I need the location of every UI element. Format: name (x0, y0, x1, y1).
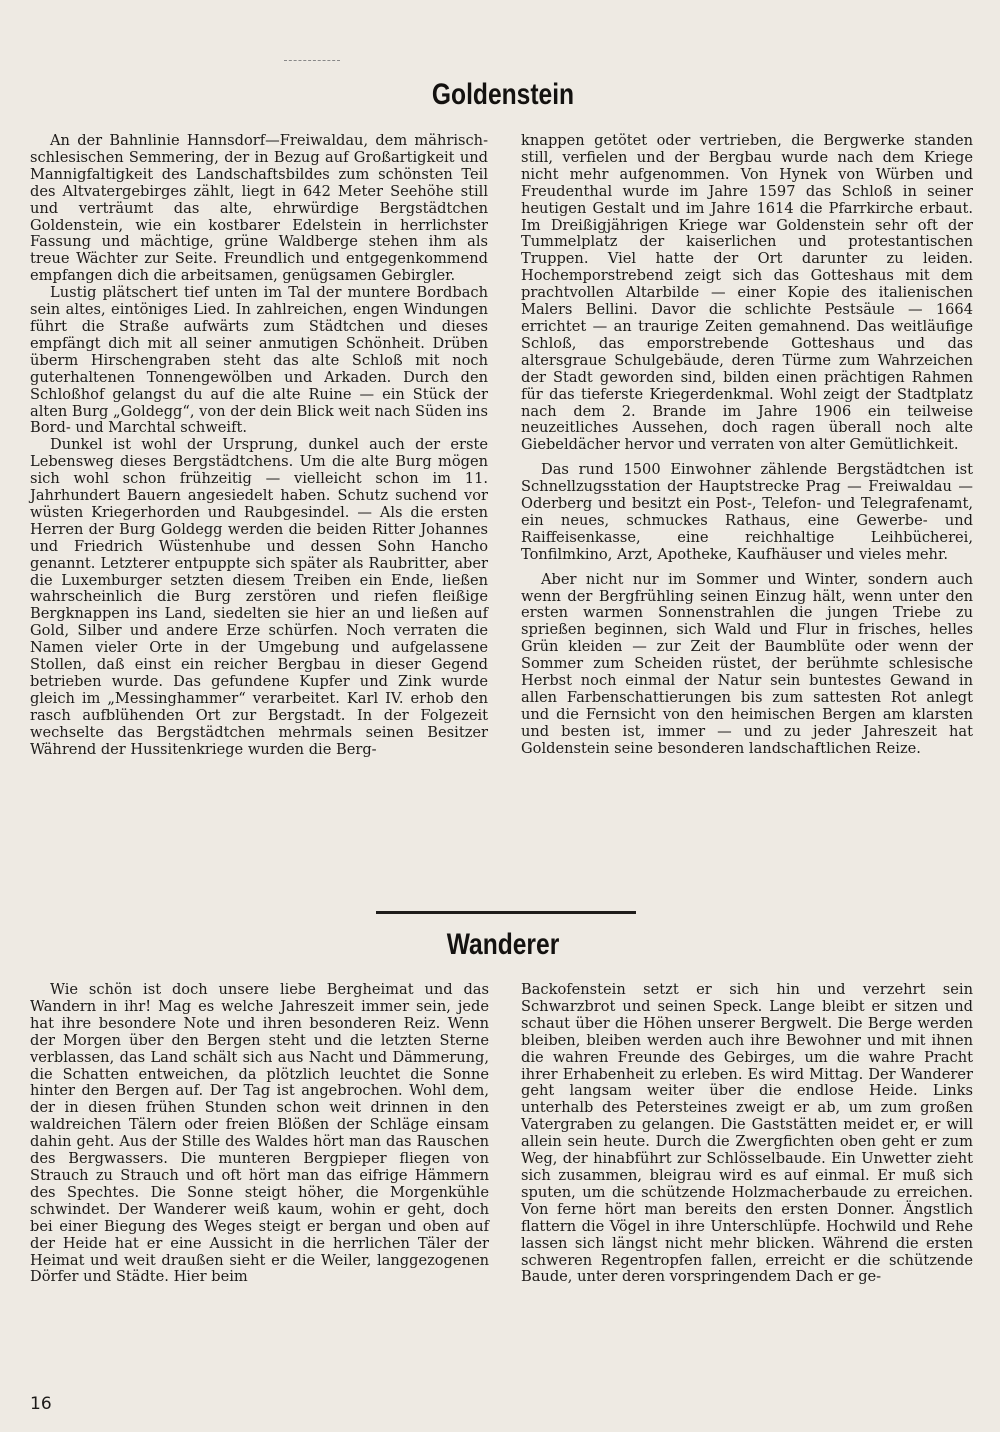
paragraph: Backofenstein setzt er sich hin und verzehrt sein Schwarzbrot und seinen Speck. Lange bleibt er sitzen und schaut über die Höhen unserer Bergwelt. Die Berge werden bleiben, bleiben werden auch ihre Bewohner und mit ihnen die wahren Freunde des Gebirges, um die wahre Pracht ihrer Erhabenheit zu erleben. Es wird Mittag. Der Wanderer geht langsam weiter über die endlose Heide. Links unterhalb des Petersteines zweigt er ab, um zum großen Vatergraben zu gelangen. Die Gaststätten meidet er, er will allein sein heute. Durch die Zwergfichten oben geht er zum Weg, der hinabführt zur Schlösselbaude. Ein Unwetter zieht sich zusammen, bleigrau wird es auf einmal. Er muß sich sputen, um die schützende Holzmacherbaude zu erreichen. Von ferne hört man bereits den ersten Donner. Ängstlich flattern die Vögel in ihre Unterschlüpfe. Hochwild und Rehe lassen sich längst nicht mehr blicken. Während die ersten schweren Regentropfen fallen, erreicht er die schützende Baude, unter deren vorspringendem Dach er ge- (521, 981, 973, 1286)
paragraph: Lustig plätschert tief unten im Tal der muntere Bordbach sein altes, eintöniges Lied. In zahlreichen, engen Windungen führt die Straße aufwärts zum Städtchen und dieses empfängt dich mit all seiner anmutigen Schönheit. Drüben überm Hirschengraben steht das alte Schloß mit noch guterhaltenen Tonnengewölben und Arkaden. Durch den Schloßhof gelangst du auf die alte Ruine — ein Stück der alten Burg „Goldegg“, von der dein Blick weit nach Süden ins Bord- und Marchtal schweift. (30, 284, 488, 437)
section-divider (376, 911, 636, 914)
page-number: 16 (30, 1394, 52, 1414)
decorative-dash (284, 60, 340, 62)
article1-column-left (30, 133, 488, 759)
article-title-goldenstein: Goldenstein (431, 78, 575, 111)
article2-column-right (521, 982, 973, 1286)
paragraph: Aber nicht nur im Sommer und Winter, sondern auch wenn der Bergfrühling seinen Einzug hält, wenn unter den ersten warmen Sonnenstrahlen die jungen Triebe zu sprießen beginnen, sich Wald und Flur in frisches, helles Grün kleiden — zur Zeit der Baumblüte oder wenn der Sommer zum Scheiden rüstet, der berühmte schlesische Herbst noch einmal der Natur sein buntestes Gewand in allen Farbenschattierungen bis zum sattesten Rot anlegt und die Fernsicht von den heimischen Bergen am klarsten und besten ist, immer — und zu jeder Jahreszeit hat Goldenstein seine besonderen landschaftlichen Reize. (521, 570, 973, 757)
article1-column-right (521, 133, 973, 758)
paragraph: Wie schön ist doch unsere liebe Bergheimat und das Wandern in ihr! Mag es welche Jahreszeit immer sein, jede hat ihre besondere Note und ihren besonderen Reiz. Wenn der Morgen über den Bergen steht und die letzten Sterne verblassen, das Land schält sich aus Nacht und Dämmerung, die Schatten entweichen, da plötzlich leuchtet die Sonne hinter den Bergen auf. Der Tag ist angebrochen. Wohl dem, der in diesen frühen Stunden schon weit drinnen in den waldreichen Tälern oder freien Blößen der Schläge einsam dahin geht. Aus der Stille des Waldes hört man das Rauschen des Bergwassers. Die munteren Bergpieper fliegen von Strauch zu Strauch und oft hört man das eifrige Hämmern des Spechtes. Die Sonne steigt höher, die Morgenkühle schwindet. Der Wanderer weiß kaum, wohin er geht, doch bei einer Biegung des Weges steigt er bergan und oben auf der Heide hat er eine Aussicht in die herrlichen Täler der Heimat und weit draußen sieht er die Weiler, langgezogenen Dörfer und Städte. Hier beim (30, 981, 489, 1286)
article-title-wanderer: Wanderer (446, 928, 560, 961)
paragraph: An der Bahnlinie Hannsdorf—Freiwaldau, dem mährisch-schlesischen Semmering, der in Bezug auf Großartigkeit und Mannigfaltigkeit des Landschaftsbildes zum schönsten Teil des Altvatergebirges zählt, liegt in 642 Meter Seehöhe still und verträumt das alte, ehrwürdige Bergstädtchen Goldenstein, wie ein kostbarer Edelstein in herrlichster Fassung und mächtige, grüne Waldberge stehen ihm als treue Wächter zur Seite. Freundlich und entgegenkommend empfangen dich die arbeitsamen, genügsamen Gebirgler. (30, 132, 488, 285)
article2-column-left (30, 982, 489, 1286)
paragraph: Das rund 1500 Einwohner zählende Bergstädtchen ist Schnellzugsstation der Hauptstrecke Prag — Freiwaldau — Oderberg und besitzt ein Post-, Telefon- und Telegrafenamt, ein neues, schmuckes Rathaus, eine Gewerbe- und Raiffeisenkasse, eine reichhaltige Leihbücherei, Tonfilmkino, Arzt, Apotheke, Kaufhäuser und vieles mehr. (521, 461, 973, 563)
paragraph: knappen getötet oder vertrieben, die Bergwerke standen still, verfielen und der Bergbau wurde nach dem Kriege nicht mehr aufgenommen. Von Hynek von Würben und Freudenthal wurde im Jahre 1597 das Schloß in seiner heutigen Gestalt und im Jahre 1614 die Pfarrkirche erbaut. Im Dreißigjährigen Kriege war Goldenstein sehr oft der Tummelplatz der kaiserlichen und protestantischen Truppen. Viel hatte der Ort darunter zu leiden. Hochemporstrebend zeigt sich das Gotteshaus mit dem prachtvollen Altarbilde — einer Kopie des italienischen Malers Bellini. Davor die schlichte Pestsäule — 1664 errichtet — an traurige Zeiten gemahnend. Das weitläufige Schloß, das emporstrebende Gotteshaus und das altersgraue Schulgebäude, deren Türme zum Wahrzeichen der Stadt geworden sind, bilden einen prächtigen Rahmen für das tieferste Kriegerdenkmal. Wohl zeigt der Stadtplatz nach dem 2. Brande im Jahre 1906 ein teilweise neuzeitliches Aussehen, doch ragen überall noch alte Giebeldächer hervor und verraten von alter Gemütlichkeit. (521, 132, 973, 454)
paragraph: Dunkel ist wohl der Ursprung, dunkel auch der erste Lebensweg dieses Bergstädtchens. Um die alte Burg mögen sich wohl schon frühzeitig — vielleicht schon im 11. Jahrhundert Bauern angesiedelt haben. Schutz suchend vor wüsten Kriegerhorden und Raubgesindel. — Als die ersten Herren der Burg Goldegg werden die beiden Ritter Johannes und Friedrich Wüstenhube und dessen Sohn Hancho genannt. Letzterer entpuppte sich später als Raubritter, aber die Luxemburger setzten diesem Treiben ein Ende, ließen wahrscheinlich die Burg zerstören und riefen fleißige Bergknappen ins Land, siedelten sie hier an und ließen auf Gold, Silber und andere Erze schürfen. Noch verraten die Namen vieler Orte in der Umgebung und aufgelassene Stollen, daß einst ein reicher Bergbau in dieser Gegend betrieben wurde. Das gefundene Kupfer und Zink wurde gleich im „Messinghammer“ verarbeitet. Karl IV. erhob den rasch aufblühenden Ort zur Bergstadt. In der Folgezeit wechselte das Bergstädtchen mehrmals seinen Besitzer Während der Hussitenkriege wurden die Berg- (30, 436, 488, 758)
